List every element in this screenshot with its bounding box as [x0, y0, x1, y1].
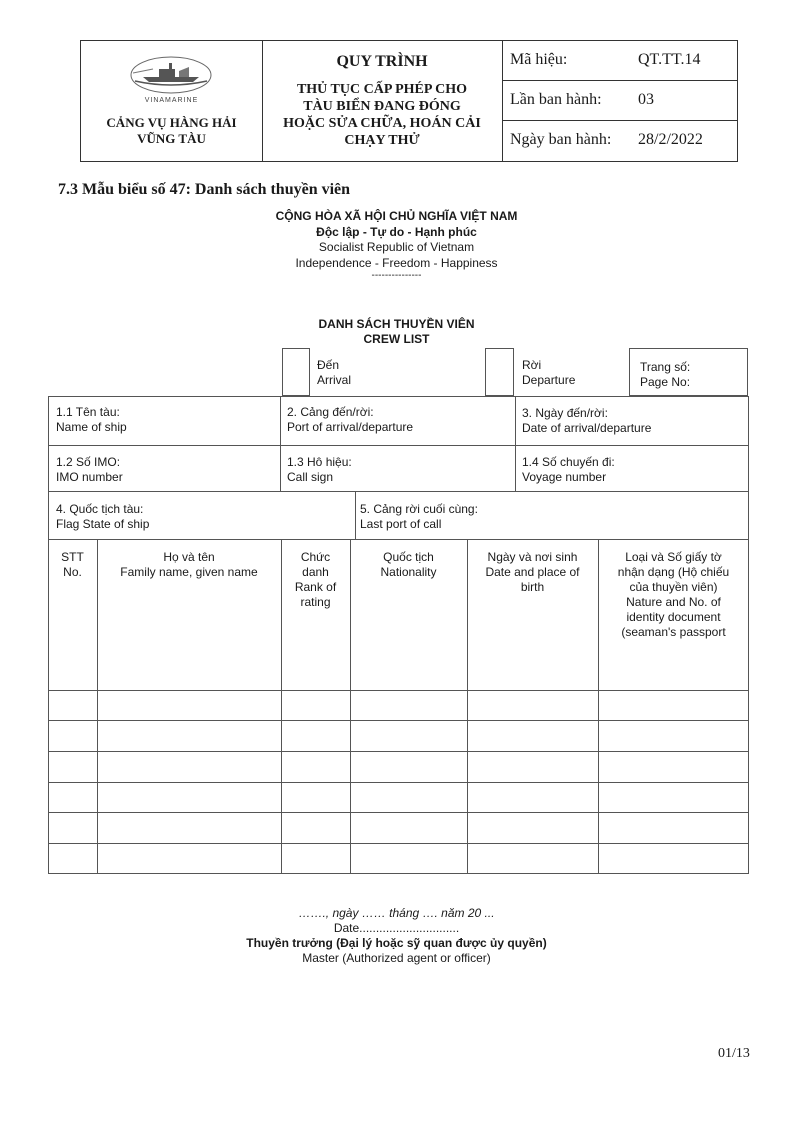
- imo-label-vi: 1.2 Số IMO:: [56, 455, 121, 469]
- form-title: DANH SÁCH THUYỀN VIÊN: [318, 317, 475, 331]
- grid-line: [48, 720, 749, 721]
- edition-label: Lần ban hành:: [510, 91, 602, 108]
- col-identity-line6: (seaman's passport: [621, 625, 726, 639]
- grid-line: [48, 539, 749, 540]
- page-no-label-en: Page No:: [640, 375, 691, 389]
- departure-label-en: Departure: [522, 373, 576, 387]
- date-label: Ngày ban hành:: [510, 131, 612, 148]
- grid-line: [48, 751, 749, 752]
- field-voyage[interactable]: [522, 455, 615, 485]
- field-flag-state[interactable]: [56, 502, 149, 532]
- col-identity-line5: identity document: [626, 610, 721, 624]
- arrival-label: [317, 358, 351, 388]
- grid-line: [48, 812, 749, 813]
- callsign-label-vi: 1.3 Hô hiệu:: [287, 455, 352, 469]
- col-identity-line2: nhận dạng (Hộ chiếu: [617, 565, 730, 579]
- national-title: CỘNG HÒA XÃ HỘI CHỦ NGHĨA VIỆT NAM: [275, 209, 518, 223]
- signature-title: Thuyền trưởng (Đại lý hoặc sỹ quan được ủy quyền): [246, 936, 547, 950]
- doc-title-line1: THỦ TỤC CẤP PHÉP CHO: [296, 82, 468, 97]
- form-title-en: CREW LIST: [363, 332, 430, 346]
- col-header-identity: [598, 550, 749, 640]
- grid-line: [97, 539, 98, 874]
- field-imo[interactable]: [56, 455, 123, 485]
- code-value: QT.TT.14: [638, 51, 701, 68]
- field-last-port[interactable]: [360, 502, 478, 532]
- voyage-label-vi: 1.4 Số chuyến đi:: [522, 455, 615, 469]
- col-identity-line4: Nature and No. of: [626, 595, 721, 609]
- ship-logo-icon: [129, 55, 213, 95]
- col-no-en: No.: [63, 565, 82, 579]
- ship-name-label-en: Name of ship: [56, 420, 127, 434]
- national-divider: ---------------: [371, 270, 422, 281]
- col-header-name: [97, 550, 281, 580]
- port-label-vi: 2. Cảng đến/rời:: [287, 405, 374, 419]
- col-header-rank: [281, 550, 350, 610]
- col-rank-line2: danh: [302, 565, 329, 579]
- grid-line: [350, 539, 351, 874]
- date-value: 28/2/2022: [638, 131, 703, 148]
- flag-label-en: Flag State of ship: [56, 517, 150, 531]
- voyage-label-en: Voyage number: [522, 470, 607, 484]
- signature-title-en: Master (Authorized agent or officer): [302, 951, 491, 965]
- edition-row: [502, 81, 737, 121]
- callsign-label-en: Call sign: [287, 470, 334, 484]
- col-birth-en-line2: birth: [520, 580, 545, 594]
- grid-line: [48, 445, 749, 446]
- arrival-label-vi: Đến: [317, 358, 340, 372]
- signature-date-en: Date..............................: [333, 921, 460, 935]
- doc-title-line4: CHẠY THỬ: [344, 133, 420, 148]
- org-name-line2: VŨNG TÀU: [137, 131, 206, 146]
- col-nationality-vi: Quốc tịch: [383, 550, 434, 564]
- col-rank-line4: rating: [300, 595, 331, 609]
- field-callsign[interactable]: [287, 455, 352, 485]
- col-rank-line1: Chức: [300, 550, 331, 564]
- signature-date: ……., ngày …… tháng …. năm 20 ...: [298, 906, 495, 920]
- national-motto-en: Independence - Freedom - Happiness: [295, 256, 498, 270]
- port-label-en: Port of arrival/departure: [287, 420, 414, 434]
- date-row: [502, 121, 737, 161]
- col-header-birth: [467, 550, 598, 595]
- col-name-en: Family name, given name: [120, 565, 258, 579]
- grid-line: [48, 491, 749, 492]
- page-no-label-vi: Trang số:: [640, 360, 691, 374]
- code-row: [502, 41, 737, 81]
- grid-line: [515, 396, 516, 491]
- date-label-en: Date of arrival/departure: [522, 421, 652, 435]
- col-birth-vi: Ngày và nơi sinh: [487, 550, 578, 564]
- grid-line: [355, 491, 356, 539]
- grid-line: [48, 782, 749, 783]
- col-header-no: [48, 550, 97, 580]
- departure-label-vi: Rời: [522, 358, 542, 372]
- imo-label-en: IMO number: [56, 470, 123, 484]
- national-motto: Độc lập - Tự do - Hạnh phúc: [316, 225, 477, 239]
- org-cell: [81, 41, 263, 161]
- doc-title-line3: HOẶC SỬA CHỮA, HOÁN CẢI: [283, 116, 481, 131]
- arrival-checkbox[interactable]: [282, 348, 310, 396]
- doc-title: [262, 81, 502, 149]
- section-heading: 7.3 Mẫu biểu số 47: Danh sách thuyền viên: [58, 181, 351, 198]
- org-name-line1: CẢNG VỤ HÀNG HẢI: [106, 115, 237, 130]
- edition-value: 03: [638, 91, 654, 108]
- grid-line: [48, 843, 749, 844]
- code-label: Mã hiệu:: [510, 51, 568, 68]
- page-no-label: [640, 360, 690, 390]
- meta-cell: [502, 41, 737, 161]
- departure-checkbox[interactable]: [485, 348, 514, 396]
- departure-label: [522, 358, 575, 388]
- lastport-label-vi: 5. Cảng rời cuối cùng:: [360, 502, 478, 516]
- col-birth-en-line1: Date and place of: [485, 565, 580, 579]
- flag-label-vi: 4. Quốc tịch tàu:: [56, 502, 144, 516]
- page-number: 01/13: [718, 1046, 750, 1061]
- col-name-vi: Họ và tên: [163, 550, 215, 564]
- doc-title-line2: TÀU BIỂN ĐANG ĐÓNG: [303, 99, 461, 114]
- doc-type: QUY TRÌNH: [336, 53, 428, 70]
- field-date[interactable]: [522, 406, 651, 436]
- field-port[interactable]: [287, 405, 413, 435]
- document-header: [80, 40, 738, 162]
- field-ship-name[interactable]: [56, 405, 127, 435]
- grid-line: [280, 396, 281, 491]
- arrival-label-en: Arrival: [317, 373, 352, 387]
- title-cell: [262, 41, 503, 161]
- grid-line: [48, 690, 749, 691]
- date-label-vi: 3. Ngày đến/rời:: [522, 406, 608, 420]
- logo-wordmark: VINAMARINE: [144, 97, 199, 104]
- lastport-label-en: Last port of call: [360, 517, 442, 531]
- national-title-en: Socialist Republic of Vietnam: [318, 240, 475, 254]
- col-identity-line3: của thuyền viên): [629, 580, 718, 594]
- ship-name-label-vi: 1.1 Tên tàu:: [56, 405, 120, 419]
- col-nationality-en: Nationality: [380, 565, 437, 579]
- col-identity-line1: Loại và Số giấy tờ: [625, 550, 722, 564]
- col-no-vi: STT: [61, 550, 84, 564]
- org-name: [81, 115, 262, 147]
- col-rank-line3: Rank of: [294, 580, 337, 594]
- col-header-nationality: [350, 550, 467, 580]
